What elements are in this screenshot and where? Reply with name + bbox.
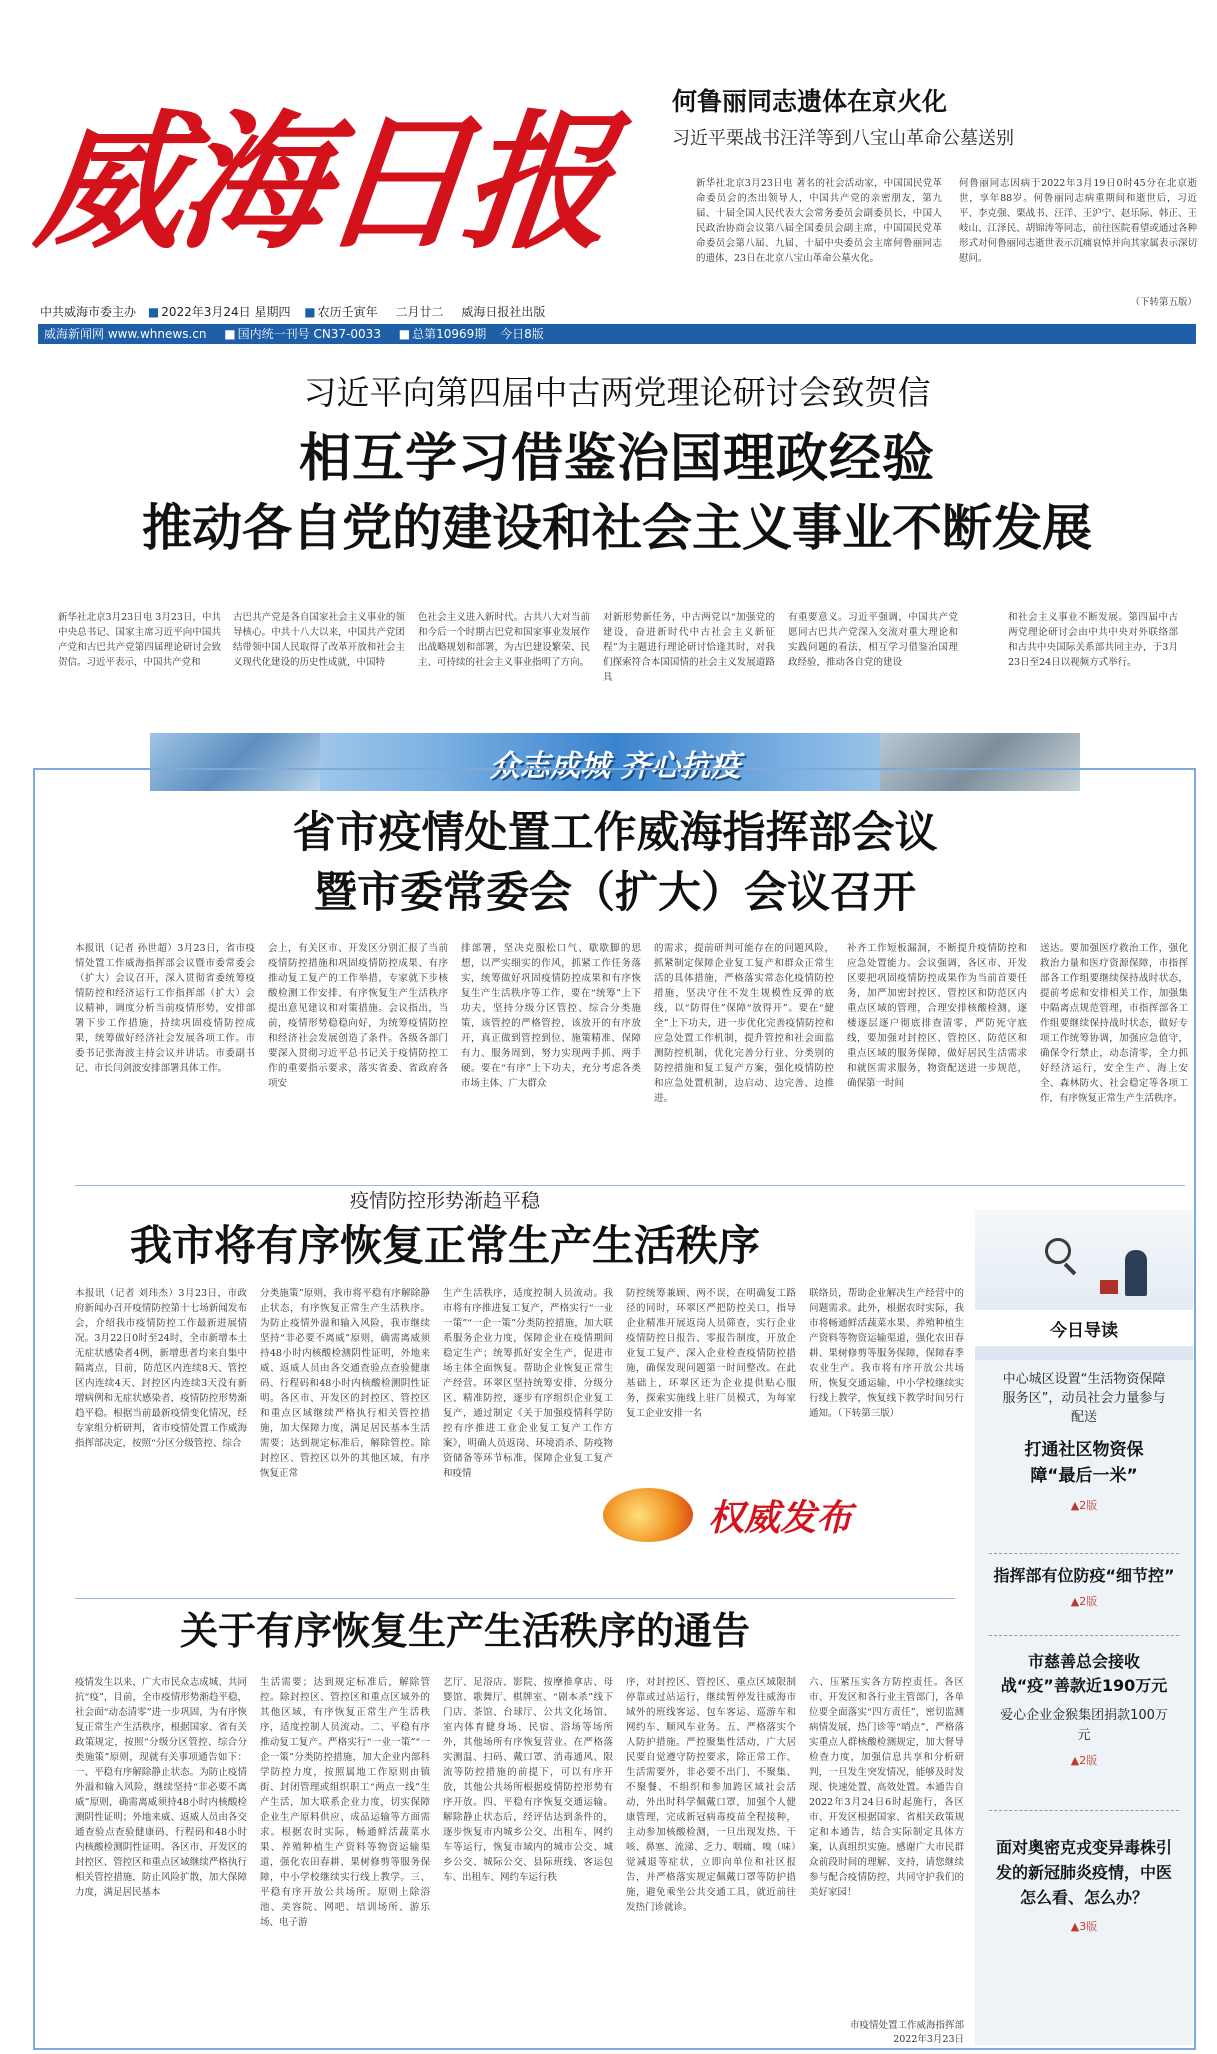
guide-item-3-sub: 爱心企业金猴集团捐款100万元 <box>1000 1708 1168 1743</box>
story3-kicker: 疫情防控形势渐趋平稳 <box>349 1190 540 1212</box>
story2-column-6: 送达。要加强医疗救治工作，强化救治力量和医疗资源保障，市指挥部各工作组要继续保持战时状态，提前考虑和安排相关工作，加强集中隔离点规范管理，市指挥部各工作组要继续保持战时状态，做好专项工作统筹协调，加强应急值守，确保令行禁止，动态清零，全力抓好经济运行，安全生产、海上安全、森林防火、社会稳定等各项工作，有序恢复正常生产生活秩序。 <box>1040 943 1188 1104</box>
briefcase-icon <box>1100 1280 1118 1294</box>
masthead <box>20 72 660 287</box>
lead-column-2: 何鲁丽同志因病于2022年3月19日0时45分在北京逝世，享年88岁。何鲁丽同志病重期间和逝世后，习近平、李克强、栗战书、汪洋、王沪宁、赵乐际、韩正、王岐山、江泽民、胡锦涛等同志，前往医院看望或通过各种形式对何鲁丽同志逝世表示沉痛哀悼并向其家属表示深切慰问。 <box>959 178 1197 264</box>
story4-headline[interactable]: 关于有序恢复生产生活秩序的通告 <box>179 1608 750 1653</box>
lead-story <box>672 86 1197 316</box>
notice-date: 2022年3月23日 <box>893 2034 964 2045</box>
story2-column-5: 补齐工作短板漏洞，不断提升疫情防控和应急处置能力。会议强调，各区市、开发区要把巩固疫情防控成果作为当前首要任务，加严加密封控区、管控区和防范区内重点区域的管理，合理安排核酸检测，逐楼逐层逐户彻底排查清零，严防死守底线，要加强对封控区、管控区、防范区和重点区域的服务保障，做好居民生活需求和就医需求服务，物资配送进一步规范，确保第一时间 <box>847 943 1027 1089</box>
story-notice <box>40 1605 970 2050</box>
guide-item-2-page: ▲2版 <box>1070 1595 1098 1608</box>
story-xi-letter <box>38 370 1196 690</box>
story-command-meeting <box>40 805 1190 1185</box>
story1-column-6: 和社会主义事业不断发展。第四届中古两党理论研讨会由中共中央对外联络部和古共中央国际关系部共同主办，于3月23日至24日以视频方式举行。 <box>1008 612 1178 668</box>
issue-number: 总第10969期 <box>412 327 487 341</box>
cn-number: 国内统一刊号 CN37-0033 <box>237 327 381 341</box>
lead-jump[interactable]: （下转第五版） <box>1130 297 1197 308</box>
guide-item-4[interactable] <box>975 1835 1193 1985</box>
story1-column-1: 新华社北京3月23日电 3月23日，中共中央总书记、国家主席习近平向中国共产党和古巴共产党第四届理论研讨会致贺信。习近平表示，中国共产党和 <box>58 612 221 668</box>
story3-column-5: 联络员，帮助企业解决生产经营中的问题需求。此外，根据农时实际，我市将畅通鲜活蔬菜水果、养殖种植生产资料等物资运输渠道，强化农田春耕、果树修剪等服务保障，保障春季农业生产。我市将有序开放公共场所，恢复交通运输，中小学校继续实行线上教学，恢复线下教学时间另行通知。（下转第三版） <box>809 1288 964 1419</box>
divider-1 <box>75 1185 1185 1186</box>
story1-column-4: 对新形势新任务，中古两党以“加强党的建设，奋进新时代中古社会主义新征程”为主题进行理论研讨恰逢其时，对我们探索符合本国国情的社会主义发展道路具 <box>603 612 775 683</box>
story4-column-2: 生活需要；达到规定标准后，解除管控。除封控区、管控区和重点区域外的其他区域，有序恢复正常生产生活秩序，适度控制人员流动。二、平稳有序推动复工复产。严格实行“一业一策”“一企一策”分类防控措施，加大企业内部科学防控力度，按照属地工作原则由镇街、封闭管理或组织职工“两点一线”生产生活，加大联系企业力度，切实保障企业生产原料供应、成品运输等方面需求。根据农时实际，畅通鲜活蔬菜水果、养殖种植生产资料等物资运输渠道，强化农田春耕、果树修剪等服务保障，中小学校继续实行线上教学。三、平稳有序开放公共场所。原则上除浴池、美容院、网吧、培训场所、游乐场、电子游 <box>260 1677 430 1928</box>
story1-kicker: 习近平向第四届中古两党理论研讨会致贺信 <box>303 373 931 412</box>
badge-swoosh <box>603 1488 693 1542</box>
story1-column-5: 有重要意义。习近平强调，中国共产党愿同古巴共产党深入交流对重大理论和实践问题的看法，相互学习借鉴治国理政经验，推动各自党的建设 <box>788 612 958 668</box>
guide-item-2[interactable] <box>975 1565 1193 1625</box>
guide-item-3-title: 市慈善总会接收战“疫”善款近190万元 <box>1000 1652 1168 1695</box>
story1-column-2: 古巴共产党是各自国家社会主义事业的领导核心。中共十八大以来，中国共产党团结带领中国人民取得了改革开放和社会主义现代化建设的历史性成就，中国特 <box>233 612 405 668</box>
issue-date: 2022年3月24日 星期四 <box>161 305 291 319</box>
story4-column-1: 疫情发生以来，广大市民众志成城、共同抗“疫”，目前，全市疫情形势渐趋平稳，社会面“动态清零”进一步巩固，为有序恢复正常生产生活秩序，根据国家、省有关政策规定，按照“分级分区管控、综合分类施策”原则，现就有关事项通告如下：一、平稳有序解除静止状态。为防止疫情外溢和输入风险，继续坚持“非必要不离威”原则，确需离威须持48小时内核酸检测阴性证明；外地来威、返威人员由各交通查验点查验健康码、行程码和48小时内核酸检测阴性证明。各区市、开发区的封控区、管控区和重点区域继续严格执行相关管控措施，防止风险扩散，加大保障力度，满足居民基本 <box>75 1677 247 1898</box>
lunar-day: 二月廿二 <box>395 305 444 319</box>
guide-title: 今日导读 <box>1050 1321 1118 1341</box>
story4-column-5: 六、压紧压实各方防控责任。各区市、开发区和各行业主管部门，各单位要全面落实“四方责任”，密切监测病情发展，热门诊等“哨点”，严格落实重点人群核酸检测规定，加大督导检查力度，加强信息共享和分析研判，一旦发生突发情况，能够及时发现、快速处置、高效处置。本通告自2022年3月24日6时起施行，各区市、开发区根据国家、省相关政策规定和本通告，结合实际制定具体方案，认真组织实施。感谢广大市民群众前段时间的理解、支持，请您继续参与配合疫情防控，共同守护我们的美好家园！ <box>809 1677 964 1898</box>
lead-headline[interactable]: 何鲁丽同志遗体在京火化 <box>672 87 948 116</box>
notice-signature: 市疫情处置工作威海指挥部 <box>849 2020 964 2031</box>
guide-item-4-title: 面对奥密克戎变异毒株引发的新冠肺炎疫情，中医怎么看、怎么办？ <box>995 1838 1172 1907</box>
dateline: 中共威海市委主办 ■ 2022年3月24日 星期四 ■ 农历壬寅年 二月廿二 威海日报社出版 <box>40 305 546 319</box>
website-link[interactable]: 威海新闻网 www.whnews.cn <box>44 327 207 341</box>
story3-column-3: 生产生活秩序，适度控制人员流动。我市将有序推进复工复产，严格实行“一业一策”“一企一策”分类防控措施，加大联系服务企业力度，保障企业在疫情期间稳定生产；统筹抓好安全生产，促进市场主体全面恢复。帮助企业恢复正常生产经营。环翠区坚持统筹安排、分级分区、精准防控，逐步有序组织企业复工复产，通过制定《关于加强疫情科学防控有序推进工业企业复工复产工作方案》，明确人员返岗、环境消杀、防疫物资储备等环节标准，保障企业复工复产和疫情 <box>443 1288 613 1479</box>
story1-headline-1[interactable]: 相互学习借鉴治国理政经验 <box>298 428 935 489</box>
guide-title-bar <box>975 1310 1193 1346</box>
guide-item-2-title: 指挥部有位防疫“细节控” <box>993 1566 1175 1585</box>
todays-guide <box>975 1210 1193 2045</box>
story1-column-3: 色社会主义进入新时代。古共八大对当前和今后一个时期古巴党和国家事业发展作出战略规划和部署，为古巴建设繁荣、民主、可持续的社会主义事业指明了方向。 <box>418 612 590 668</box>
lead-column-1: 新华社北京3月23日电 著名的社会活动家，中国国民党革命委员会的杰出领导人，中国共产党的亲密朋友，第九届、十届全国人民代表大会常务委员会副委员长，中国人民政治协商会议第八届全国委员会副主席，中国国民党革命委员会第八届、九届、十届中央委员会主席何鲁丽同志的遗体，23日在北京八宝山革命公墓火化。 <box>696 178 942 264</box>
story1-headline-2[interactable]: 推动各自党的建设和社会主义事业不断发展 <box>142 498 1092 557</box>
story2-column-4: 的需求，提前研判可能存在的问题风险，抓紧制定保障企业复工复产和群众正常生活的具体措施，严格落实常态化疫情防控措施，坚决守住不发生规模性反弹的底线，以“防得住”保障“放得开”。要在“健全”上下功夫，进一步优化完善疫情防控和应急处置工作机制，提升管控和社会面监测防控机制，优化完善分行业、分类别的防控措施和复工复产方案，强化疫情防控和应急处置机制，边启动、边完善、边推进。 <box>654 943 834 1104</box>
guide-item-1-page: ▲2版 <box>1070 1499 1098 1512</box>
story2-column-2: 会上，有关区市、开发区分别汇报了当前疫情防控措施和巩固疫情防控成果、有序推动复工复产的工作举措，专家就下步核酸检测工作安排、有序恢复生产生活秩序提出意见建议和对策措施。会议指出，当前，疫情形势稳稳向好，为统筹疫情防控和经济社会发展创造了条件。各级各部门要深入贯彻习近平总书记关于疫情防控工作的重要指示要求，落实省委、省政府各项安 <box>268 943 448 1089</box>
story3-column-1: 本报讯（记者 刘玮杰）3月23日，市政府新闻办召开疫情防控第十七场新闻发布会，介绍我市疫情防控工作最新进展情况。3月22日0时至24时，全市新增本土无症状感染者4例，新增患者均来自集中隔离点，目前，防范区内连续8天、管控区内连续4天、封控区内连续3天没有新增病例和无症状感染者，疫情防控形势渐趋平稳。根据当前最新疫情变化情况，经专家组分析研判，省市疫情处置工作威海指挥部决定，按照“分区分级管控、综合 <box>75 1288 247 1449</box>
businessman-icon <box>1125 1250 1147 1296</box>
story2-column-3: 排部署，坚决克服松口气、歇歇脚的思想，以严实细实的作风，抓紧工作任务落实，统筹做好巩固疫情防控成果和有序恢复生产生活秩序等工作，要在“统筹”上下功夫，坚持分级分区管控、综合分类施策，该管控的严格管控，该放开的有序放开，真正做到管控到位、施策精准、保障有力、服务周到，努力实现两手抓、两手硬。要在“有序”上下功夫，充分考虑各类市场主体、广大群众 <box>461 943 641 1089</box>
badge-text: 权威发布 <box>708 1498 853 1539</box>
newspaper-logo: 威海日报 <box>28 95 616 269</box>
guide-item-3-page: ▲2版 <box>1070 1754 1098 1767</box>
story2-headline-2[interactable]: 暨市委常委会（扩大）会议召开 <box>314 868 916 918</box>
story2-headline-1[interactable]: 省市疫情处置工作威海指挥部会议 <box>292 808 938 858</box>
story4-column-3: 艺厅、足浴店、影院、按摩推拿店、母婴馆、歌舞厅、棋牌室、“剧本杀”线下门店、茶馆、台球厅、公共文化场馆、室内体育健身场、民宿、浴场等场所外，其他场所有序恢复营业。在严格落实测温、扫码、戴口罩、消毒通风、限流等防控措施的前提下，可以有序开放，其他公共场所根据疫情防控形势有序开放。四、平稳有序恢复交通运输。解除静止状态后，经评估达到条件的，逐步恢复市内城乡公交、出租车、网约车等运行，恢复市域内的城市公交、城乡公交、城际公交、县际班线、客运包车、出租车、网约车运行秩 <box>443 1677 613 1883</box>
page-count: 今日8版 <box>500 327 544 341</box>
story3-column-4: 防控统筹兼顾、两不误，在明确复工路径的同时，环翠区严把防控关口，指导企业精准开展返岗人员筛查，实行企业疫情防控日报告、零报告制度，开放企业复工复产、深入企业检查疫情防控措施，确保发现问题第一时间整改。在此基础上，环翠区还为企业提供贴心服务，探索实施线上驻厂员模式，为每家复工企业安排一名 <box>626 1288 796 1419</box>
info-bar: 威海新闻网 www.whnews.cn ■ 国内统一刊号 CN37-0033 ■ 总第10969期 今日8版 <box>38 324 1196 344</box>
guide-item-4-page: ▲3版 <box>1070 1920 1098 1933</box>
story3-column-2: 分类施策”原则，我市将平稳有序解除静止状态，有序恢复正常生产生活秩序。为防止疫情外溢和输入风险，我市继续坚持“非必要不离威”原则，确需离威须持48小时内核酸检测阴性证明，外地来威、返威人员由各交通查验点查验健康码、行程码和48小时内核酸检测阴性证明。各区市、开发区的封控区、管控区和重点区域继续严格执行相关管控措施，加大保障力度，满足居民基本生活需要；达到规定标准后，解除管控。除封控区、管控区以外的其他区域，有序恢复正常 <box>260 1288 430 1479</box>
banner-text: 众志成城 齐心抗疫 <box>489 749 741 784</box>
guide-item-3[interactable] <box>975 1650 1193 1800</box>
story2-column-1: 本报讯（记者 孙世超）3月23日，省市疫情处置工作威海指挥部会议暨市委常委会（扩大）会议召开，深入贯彻省委统筹疫情防控和经济运行工作指挥部（扩大）会议精神，调度分析当前疫情形势，安排部署下步工作措施，持续巩固疫情防控成果，统筹做好经济社会发展各项工作。市委书记张海波主持会议并讲话。市委副书记、市长闫剑波安排部署具体工作。 <box>75 943 255 1074</box>
press: 威海日报社出版 <box>461 305 546 319</box>
publisher: 中共威海市委主办 <box>40 305 137 319</box>
guide-item-1[interactable] <box>975 1370 1193 1540</box>
guide-item-1-sub: 中心城区设置“生活物资保障服务区”，动员社会力量参与配送 <box>1002 1372 1166 1425</box>
story4-column-4: 序，对封控区、管控区、重点区域限制停靠或过站运行，继续暂停发往威海市域外的班线客运、包车客运、巡游车和网约车、顺风车业务。五、严格落实个人防护措施。严控聚集性活动，广大居民要自觉遵守防控要求，除正常工作、生活需要外，非必要不出门、不聚集、不聚餐、不组织和参加跨区域社会活动，外出时科学佩戴口罩，加强个人健康管理，完成新冠病毒疫苗全程接种，主动参加核酸检测，一旦出现发热、干咳、鼻塞、流涕、乏力、咽痛、嗅（味）觉减退等症状，立即向单位和社区报告，并严格落实规定佩戴口罩等防护措施，避免乘坐公共交通工具，就近前往发热门诊就诊。 <box>626 1677 796 1913</box>
magnifier-icon <box>1045 1238 1071 1264</box>
divider-2 <box>75 1598 955 1599</box>
lunar-year: 农历壬寅年 <box>317 305 378 319</box>
guide-item-1-title: 打通社区物资保障“最后一米” <box>1024 1440 1144 1486</box>
lead-subheadline: 习近平栗战书汪洋等到八宝山革命公墓送别 <box>672 128 1014 149</box>
story3-headline[interactable]: 我市将有序恢复正常生产生活秩序 <box>129 1221 760 1270</box>
authority-release-badge <box>603 1480 903 1550</box>
